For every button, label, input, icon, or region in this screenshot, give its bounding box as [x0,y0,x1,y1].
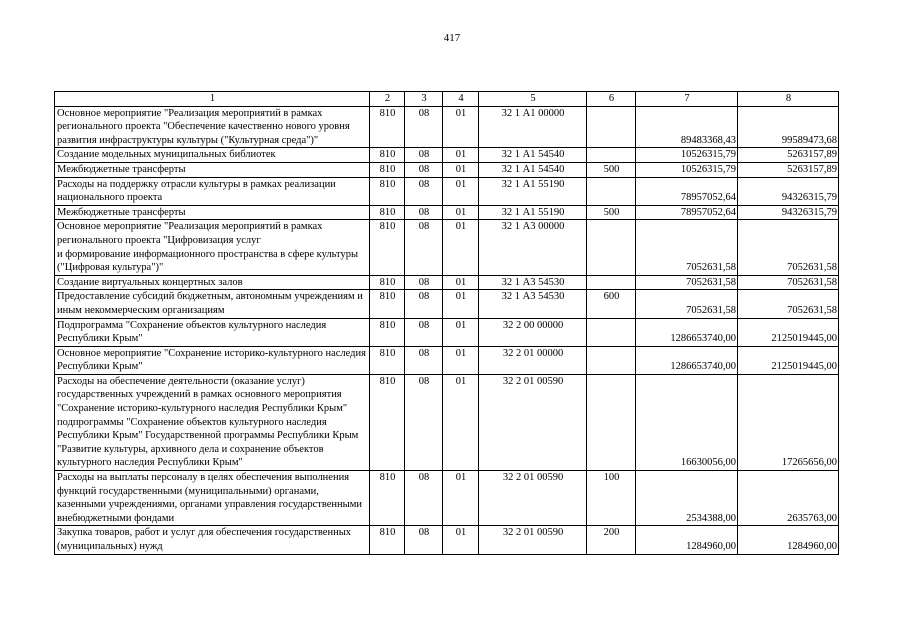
amount-year2-cell: 2125019445,00 [738,346,839,374]
table-row [55,318,839,346]
target-article-cell: 32 2 00 00000 [479,318,587,346]
admin-code-cell: 810 [370,275,405,290]
expense-type-cell [587,177,636,205]
name-cell: Расходы на обеспечение деятельности (оказание услуг) государственных учреждений в рамках основного мероприятия "Сохранение историко-культурного наследия Республики Крым" подпрограммы "Сохранение объектов культурного наследия Республики Крым" Государственной программы Республики Крым "Развитие культуры, архивного дела и сохранение объектов культурного наследия Республики Крым" [55,374,370,470]
header-cell: 2 [370,92,405,107]
name-cell: Межбюджетные трансферты [55,205,370,220]
expense-type-cell: 200 [587,526,636,554]
admin-code-cell: 810 [370,346,405,374]
amount-year2-cell: 2635763,00 [738,471,839,526]
name-cell: Расходы на поддержку отрасли культуры в рамках реализации национального проекта [55,177,370,205]
admin-code-cell: 810 [370,177,405,205]
table-row [55,106,839,148]
expense-type-cell [587,220,636,275]
subsection-cell: 01 [443,148,479,163]
table-row [55,177,839,205]
subsection-cell: 01 [443,220,479,275]
subsection-cell: 01 [443,106,479,148]
amount-year1-cell: 7052631,58 [636,290,738,318]
amount-year1-cell: 1286653740,00 [636,346,738,374]
name-cell: Основное мероприятие "Реализация мероприятий в рамках регионального проекта "Цифровизация услуг и формирование информационного пространства в сфере культуры ("Цифровая культура")" [55,220,370,275]
admin-code-cell: 810 [370,148,405,163]
admin-code-cell: 810 [370,318,405,346]
section-cell: 08 [405,471,443,526]
table-header-row [55,92,839,107]
admin-code-cell: 810 [370,220,405,275]
subsection-cell: 01 [443,290,479,318]
section-cell: 08 [405,346,443,374]
subsection-cell: 01 [443,374,479,470]
table-row [55,205,839,220]
target-article-cell: 32 2 01 00590 [479,526,587,554]
amount-year1-cell: 78957052,64 [636,205,738,220]
expense-type-cell [587,148,636,163]
name-cell: Создание виртуальных концертных залов [55,275,370,290]
amount-year1-cell: 78957052,64 [636,177,738,205]
subsection-cell: 01 [443,526,479,554]
table-row [55,275,839,290]
expense-type-cell [587,346,636,374]
target-article-cell: 32 1 А3 54530 [479,290,587,318]
expense-type-cell: 500 [587,162,636,177]
amount-year2-cell: 94326315,79 [738,177,839,205]
section-cell: 08 [405,148,443,163]
target-article-cell: 32 2 01 00590 [479,471,587,526]
budget-table [54,91,839,555]
amount-year2-cell: 1284960,00 [738,526,839,554]
expense-type-cell [587,318,636,346]
table-row [55,148,839,163]
subsection-cell: 01 [443,275,479,290]
expense-type-cell: 500 [587,205,636,220]
target-article-cell: 32 1 А1 54540 [479,162,587,177]
target-article-cell: 32 1 А3 00000 [479,220,587,275]
amount-year2-cell: 7052631,58 [738,290,839,318]
subsection-cell: 01 [443,318,479,346]
expense-type-cell: 600 [587,290,636,318]
name-cell: Расходы на выплаты персоналу в целях обеспечения выполнения функций государственными (муниципальными) органами, казенными учреждениями, органами управления государственными внебюджетными фондами [55,471,370,526]
amount-year1-cell: 1284960,00 [636,526,738,554]
subsection-cell: 01 [443,177,479,205]
amount-year2-cell: 7052631,58 [738,275,839,290]
amount-year2-cell: 99589473,68 [738,106,839,148]
target-article-cell: 32 1 А1 55190 [479,205,587,220]
table-row [55,346,839,374]
amount-year2-cell: 94326315,79 [738,205,839,220]
section-cell: 08 [405,318,443,346]
expense-type-cell [587,106,636,148]
amount-year2-cell: 5263157,89 [738,162,839,177]
amount-year2-cell: 7052631,58 [738,220,839,275]
subsection-cell: 01 [443,346,479,374]
amount-year1-cell: 16630056,00 [636,374,738,470]
section-cell: 08 [405,205,443,220]
subsection-cell: 01 [443,471,479,526]
section-cell: 08 [405,526,443,554]
section-cell: 08 [405,290,443,318]
page-number: 417 [443,32,461,44]
name-cell: Основное мероприятие "Сохранение историко-культурного наследия Республики Крым" [55,346,370,374]
header-cell: 1 [55,92,370,107]
amount-year2-cell: 2125019445,00 [738,318,839,346]
table-row [55,290,839,318]
amount-year1-cell: 10526315,79 [636,162,738,177]
name-cell: Основное мероприятие "Реализация мероприятий в рамках регионального проекта "Обеспечение качественно нового уровня развития инфраструктуры культуры ("Культурная среда")" [55,106,370,148]
target-article-cell: 32 1 А3 54530 [479,275,587,290]
admin-code-cell: 810 [370,205,405,220]
target-article-cell: 32 2 01 00590 [479,374,587,470]
expense-type-cell [587,374,636,470]
name-cell: Предоставление субсидий бюджетным, автономным учреждениям и иным некоммерческим организациям [55,290,370,318]
table-row [55,526,839,554]
section-cell: 08 [405,177,443,205]
target-article-cell: 32 1 А1 55190 [479,177,587,205]
name-cell: Подпрограмма "Сохранение объектов культурного наследия Республики Крым" [55,318,370,346]
table-row [55,471,839,526]
target-article-cell: 32 2 01 00000 [479,346,587,374]
table-row [55,162,839,177]
subsection-cell: 01 [443,162,479,177]
header-cell: 7 [636,92,738,107]
subsection-cell: 01 [443,205,479,220]
amount-year1-cell: 2534388,00 [636,471,738,526]
amount-year1-cell: 7052631,58 [636,275,738,290]
name-cell: Межбюджетные трансферты [55,162,370,177]
amount-year1-cell: 89483368,43 [636,106,738,148]
amount-year2-cell: 17265656,00 [738,374,839,470]
expense-type-cell [587,275,636,290]
target-article-cell: 32 1 А1 00000 [479,106,587,148]
admin-code-cell: 810 [370,374,405,470]
header-cell: 8 [738,92,839,107]
header-cell: 6 [587,92,636,107]
name-cell: Закупка товаров, работ и услуг для обеспечения государственных (муниципальных) нужд [55,526,370,554]
admin-code-cell: 810 [370,526,405,554]
admin-code-cell: 810 [370,471,405,526]
section-cell: 08 [405,162,443,177]
header-cell: 5 [479,92,587,107]
section-cell: 08 [405,374,443,470]
amount-year1-cell: 1286653740,00 [636,318,738,346]
header-cell: 3 [405,92,443,107]
admin-code-cell: 810 [370,290,405,318]
target-article-cell: 32 1 А1 54540 [479,148,587,163]
name-cell: Создание модельных муниципальных библиотек [55,148,370,163]
amount-year2-cell: 5263157,89 [738,148,839,163]
section-cell: 08 [405,220,443,275]
section-cell: 08 [405,275,443,290]
expense-type-cell: 100 [587,471,636,526]
admin-code-cell: 810 [370,106,405,148]
table-row [55,220,839,275]
section-cell: 08 [405,106,443,148]
table-row [55,374,839,470]
header-cell: 4 [443,92,479,107]
amount-year1-cell: 10526315,79 [636,148,738,163]
admin-code-cell: 810 [370,162,405,177]
amount-year1-cell: 7052631,58 [636,220,738,275]
